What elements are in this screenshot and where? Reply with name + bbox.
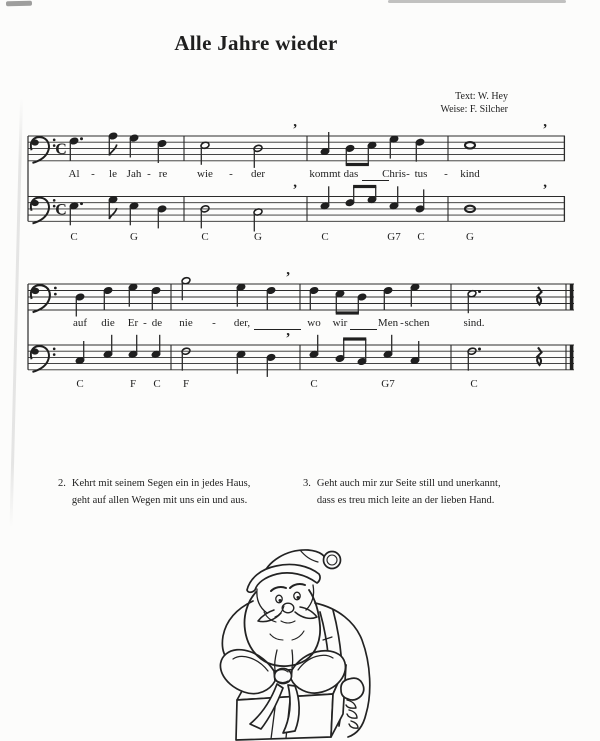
quarter-rest [537,287,541,305]
time-signature: C [55,201,67,219]
santa-eyebrows [271,584,305,591]
santa-fingers [346,700,358,728]
lyric-syllable: Men [377,317,399,329]
lyric-syllable: Jah [126,168,142,180]
chord-label: C [153,378,161,390]
beam [346,163,369,166]
breath-mark: ’ [285,330,291,347]
lyric-syllable: - [143,317,147,329]
lyric-syllable: wie [197,168,213,180]
chord-label: G7 [381,378,395,390]
lyric-syllable: le [109,168,117,180]
lyric-syllable: die [101,317,115,329]
breath-mark: ’ [292,121,298,138]
lyric-syllable: sind. [463,317,485,329]
chord-label: G [466,231,474,243]
verse-number: 3. [303,478,311,489]
lyric-syllable: - [147,168,151,180]
chord-label: C [310,378,318,390]
beam [343,337,366,340]
verse-text: Geht auch mir zur Seite still und unerkannt, dass es treu mich leite an der lieben Hand. [316,478,501,506]
hat-pompom [324,552,341,569]
eighth-flag [109,208,117,219]
verse-number: 2. [58,478,66,489]
breath-mark: ’ [542,121,548,138]
chord-label: C [470,378,478,390]
chord-label: G7 [387,231,401,243]
lyric-syllable: Er [127,317,139,329]
lyric-syllable: wir [332,317,348,329]
chord-label: G [254,231,262,243]
chord-label: G [130,231,138,243]
lyric-syllable: - [400,317,404,329]
chord-label: C [76,378,84,390]
lyric-syllable: de [151,317,163,329]
quarter-rest [537,347,541,365]
chord-label: C [70,231,78,243]
breath-mark: ’ [292,182,298,198]
whole-note [465,142,475,148]
staves-and-notes [28,122,574,377]
lyric-syllable: - [229,168,233,180]
lyric-syllable: Al [68,168,80,180]
chord-label: C [417,231,425,243]
lyric-syllable: der [250,168,266,180]
verse-text: Kehrt mit seinem Segen ein in jedes Haus, geht auf allen Wegen mit uns ein und aus. [71,478,251,506]
lyric-syllable: nie [179,317,193,329]
chord-label: C [321,231,329,243]
lyric-syllable: wo [307,317,321,329]
santa-illustration [220,550,369,740]
lyric-syllable: - [406,168,410,180]
lyric-syllable: auf [72,317,88,329]
lyric-syllable: schen [404,317,430,329]
lyric-syllable: - [212,317,216,329]
breath-mark: ’ [542,182,548,198]
lyric-syllable: re [158,168,168,180]
beam [353,185,376,188]
lyric-syllable: - [444,168,448,180]
santa-eye-right [294,592,300,600]
eighth-flag [109,145,117,156]
beam [336,311,359,314]
song-title: Alle Jahre wieder [174,31,338,55]
credit-text-author: Text: W. Hey [455,91,508,102]
lyric-syllable: - [91,168,95,180]
lyric-syllable: kommt [309,168,341,180]
lyric-syllable: der, [233,317,251,329]
lyric-syllable: kind [460,168,480,180]
time-signature: C [55,140,67,158]
santa-cuff [341,678,364,700]
credit-melody-author: Weise: F. Silcher [440,104,508,115]
chord-label: F [129,378,137,390]
bow-left-loop [220,650,275,694]
lyric-syllable: das [343,168,359,180]
chord-label: C [201,231,209,243]
breath-mark: ’ [285,269,291,286]
verse-3 [303,476,501,509]
santa-eye-left [276,595,282,603]
lyric-syllable: Chris [382,168,406,180]
verse-2 [58,476,250,509]
lyric-syllable: tus [414,168,428,180]
chord-label: F [182,378,190,390]
